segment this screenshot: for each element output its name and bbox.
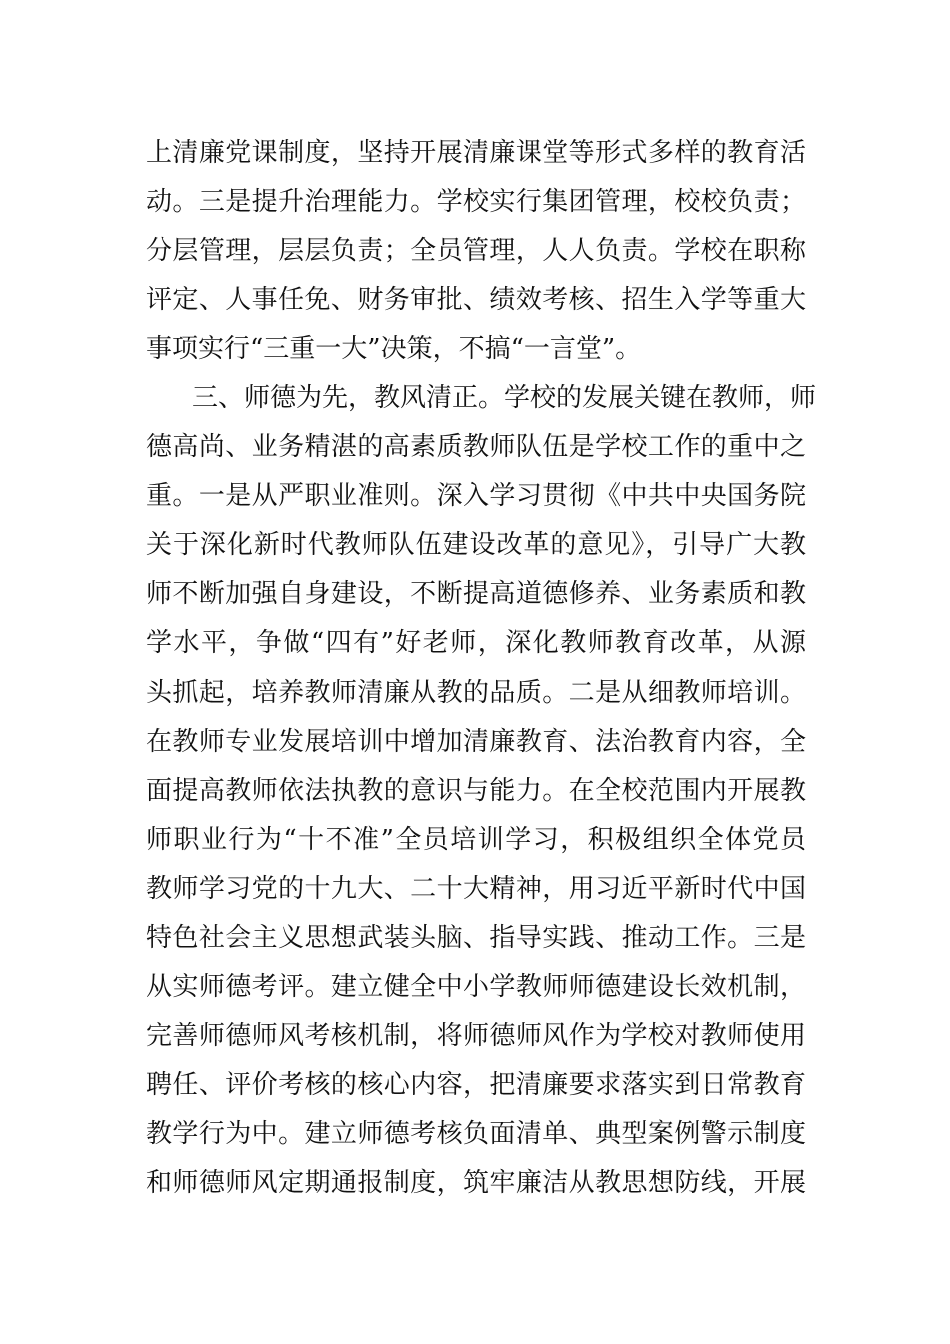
text-line: 动。三是提升治理能力。学校实行集团管理，校校负责； [146,187,806,218]
text-line: 教师学习党的十九大、二十大精神，用习近平新时代中国 [146,873,806,904]
text-line: 师不断加强自身建设，不断提高道德修养、业务素质和教 [146,579,806,610]
section-heading-line: 三、师德为先，教风清正。学校的发展关键在教师，师 [192,383,817,414]
text-line: 德高尚、业务精湛的高素质教师队伍是学校工作的重中之 [146,432,806,463]
text-line: 师职业行为“十不准”全员培训学习，积极组织全体党员 [146,824,806,855]
text-line: 完善师德师风考核机制，将师德师风作为学校对教师使用 [146,1020,806,1051]
text-line: 在教师专业发展培训中增加清廉教育、法治教育内容，全 [146,726,806,757]
text-line: 事项实行“三重一大”决策，不搞“一言堂”。 [146,334,642,365]
text-line: 分层管理，层层负责；全员管理，人人负责。学校在职称 [146,236,806,267]
text-line: 头抓起，培养教师清廉从教的品质。二是从细教师培训。 [146,677,806,708]
text-line: 评定、人事任免、财务审批、绩效考核、招生入学等重大 [146,285,806,316]
text-line: 上清廉党课制度，坚持开展清廉课堂等形式多样的教育活 [146,138,806,168]
text-line: 面提高教师依法执教的意识与能力。在全校范围内开展教 [146,775,806,806]
text-line: 从实师德考评。建立健全中小学教师师德建设长效机制， [146,971,806,1002]
text-line: 学水平，争做“四有”好老师，深化教师教育改革，从源 [146,628,806,659]
document-body [146,129,817,1208]
text-line: 教学行为中。建立师德考核负面清单、典型案例警示制度 [146,1118,806,1149]
text-line: 特色社会主义思想武装头脑、指导实践、推动工作。三是 [146,922,806,953]
text-line: 和师德师风定期通报制度，筑牢廉洁从教思想防线，开展 [146,1167,806,1198]
text-line: 聘任、评价考核的核心内容，把清廉要求落实到日常教育 [146,1069,806,1100]
text-line: 关于深化新时代教师队伍建设改革的意见》，引导广大教 [146,530,806,561]
text-line: 重。一是从严职业准则。深入学习贯彻《中共中央国务院 [146,481,806,512]
